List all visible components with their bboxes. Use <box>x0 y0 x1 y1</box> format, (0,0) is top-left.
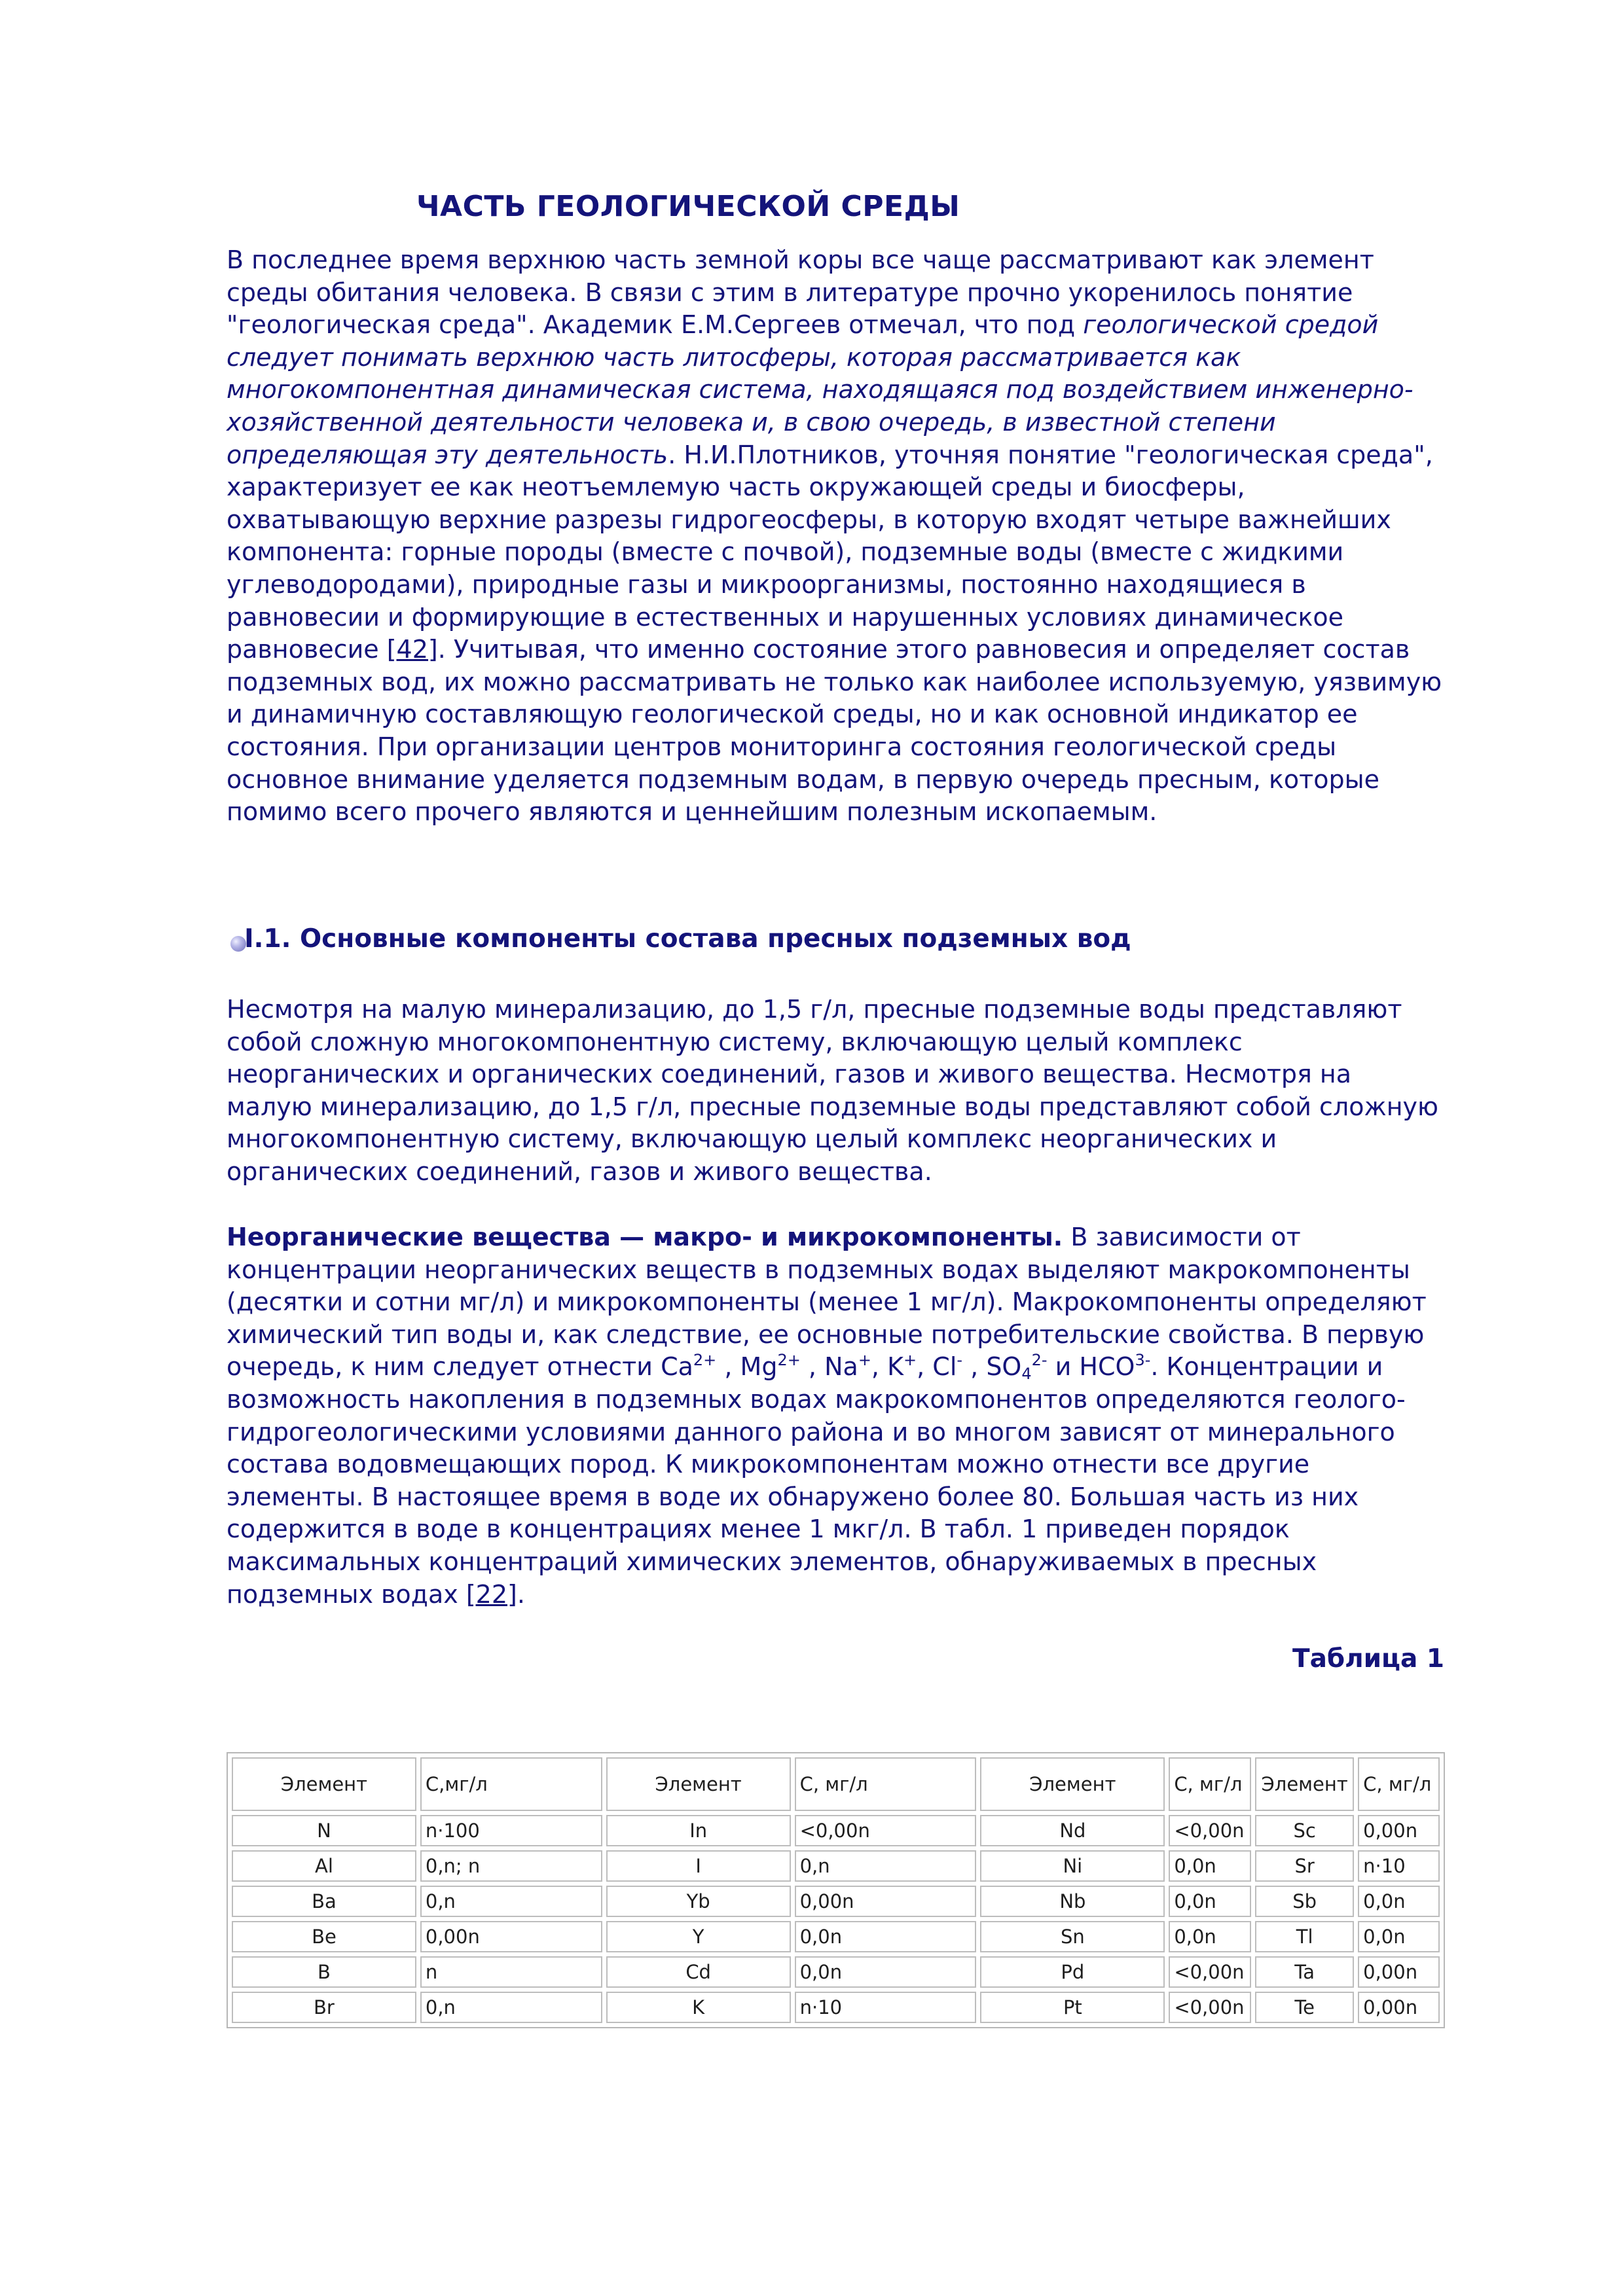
table-row <box>232 1921 1440 1952</box>
value-cell: 0,n <box>420 1992 602 2023</box>
element-cell: Nb <box>980 1886 1165 1917</box>
ion-ca: $Ca^{2+}$ <box>661 1351 717 1382</box>
element-cell: Cd <box>606 1956 791 1988</box>
element-cell: Ni <box>980 1850 1165 1882</box>
intro-text-3: . Учитывая, что именно состояние этого равновесия и определяет состав подземных вод, их можно рассматривать не только как наиболее используемую, уязвимую и динамичную составляющую геологической среды, но и как основной индикатор ее состояния. При организации центров мониторинга состояния геологической среды основное внимание уделяется подземным водам, в первую очередь пресным, которые помимо всего прочего являются и ценнейшим полезным ископаемым. <box>227 635 1442 827</box>
inorganic-paragraph: Неорганические вещества — макро- и микрокомпоненты. В зависимости от концентрации неорганических веществ в подземных водах выделяют макрокомпоненты (десятки и сотни мг/л) и микрокомпоненты (менее 1 мг/л). Макрокомпоненты определяют химический тип воды и, как следствие, ее основные потребительские свойства. В первую очередь, к ним следует отнести $Ca^{2+}$ , $Mg^{2+}$ , Na+, K+, Cl- , $SO_4^{2-}$ и $HCO^{3-}$. Концентрации и возможность накопления в подземных водах макрокомпонентов определяются геолого-гидрогеологическими условиями данного района и во многом зависят от минерального состава водовмещающих пород. К микрокомпонентам можно отнести все другие элементы. В настоящее время в воде их обнаружено более 80. Большая часть из них содержится в воде в концентрациях менее 1 мкг/л. В табл. 1 приведен порядок максимальных концентраций химических элементов, обнаруживаемых в пресных подземных водах [22]. <box>227 1223 1427 1609</box>
element-cell: Pt <box>980 1992 1165 2023</box>
element-cell: Ba <box>232 1886 416 1917</box>
element-cell: Yb <box>606 1886 791 1917</box>
element-cell: In <box>606 1815 791 1846</box>
table-row <box>232 1850 1440 1882</box>
header-cell: Элемент <box>1255 1757 1354 1811</box>
inorganic-lead: Неорганические вещества — макро- и микрокомпоненты. <box>227 1223 1063 1251</box>
value-cell: <0,00n <box>1169 1956 1251 1988</box>
value-cell: 0,n <box>795 1850 977 1882</box>
reference-link-22[interactable]: [22] <box>465 1579 517 1609</box>
intro-paragraph <box>227 244 1444 829</box>
element-cell: Sc <box>1255 1815 1354 1846</box>
value-cell: 0,00n <box>795 1886 977 1917</box>
element-cell: K <box>606 1992 791 2023</box>
header-cell: Элемент <box>232 1757 416 1811</box>
table-header-row <box>232 1757 1440 1811</box>
element-cell: Y <box>606 1921 791 1952</box>
value-cell: <0,00n <box>1169 1815 1251 1846</box>
value-cell: 0,00n <box>420 1921 602 1952</box>
value-cell: 0,0n <box>795 1921 977 1952</box>
table-row <box>232 1815 1440 1846</box>
section-heading-text: I.1. Основные компоненты состава пресных подземных вод <box>244 924 1131 954</box>
inorganic-text-1: В зависимости от концентрации неорганических веществ в подземных водах выделяют макрокомпоненты (десятки и сотни мг/л) и микрокомпоненты (менее 1 мг/л). Макрокомпоненты определяют химический тип воды и, как следствие, ее основные потребительские свойства. В первую очередь, к ним следует отнести <box>227 1223 1427 1382</box>
elements-table <box>227 1752 1445 2028</box>
element-cell: B <box>232 1956 416 1988</box>
value-cell: 0,0n <box>1169 1886 1251 1917</box>
table-row <box>232 1886 1440 1917</box>
value-cell: 0,0n <box>795 1956 977 1988</box>
element-cell: Sn <box>980 1921 1165 1952</box>
value-cell: 0,00n <box>1358 1956 1440 1988</box>
element-cell: Pd <box>980 1956 1165 1988</box>
intro-text-2: . Н.И.Плотников, уточняя понятие "геологическая среда", характеризует ее как неотъемлемую часть окружающей среды и биосферы, охватывающую верхние разрезы гидрогеосферы, в которую входят четыре важнейших компонента: горные породы (вместе с почвой), подземные воды (вместе с жидкими углеводородами), природные газы и микроорганизмы, постоянно находящиеся в равновесии и формирующие в естественных и нарушенных условиях динамическое равновесие <box>227 440 1433 664</box>
section-paragraph: Несмотря на малую минерализацию, до 1,5 г/л, пресные подземные воды представляют собой сложную многокомпонентную систему, включающую целый комплекс неорганических и органических соединений, газов и живого вещества. Несмотря на малую минерализацию, до 1,5 г/л, пресные подземные воды представляют собой сложную многокомпонентную систему, включающую целый комплекс неорганических и органических соединений, газов и живого вещества. <box>227 995 1439 1186</box>
table-row <box>232 1956 1440 1988</box>
value-cell: n·10 <box>795 1992 977 2023</box>
ion-k: K+ <box>887 1351 917 1382</box>
element-cell: Al <box>232 1850 416 1882</box>
value-cell: n·10 <box>1358 1850 1440 1882</box>
value-cell: <0,00n <box>795 1815 977 1846</box>
header-cell: С, мг/л <box>795 1757 977 1811</box>
intro-text-1: В последнее время верхнюю часть земной коры все чаще рассматривают как элемент среды обитания человека. В связи с этим в литературе прочно укоренилось понятие "геологическая среда". Академик Е.М.Сергеев отмечал, что под <box>227 245 1374 340</box>
header-cell: С,мг/л <box>420 1757 602 1811</box>
element-cell: Nd <box>980 1815 1165 1846</box>
table-caption: Таблица 1 <box>1292 1644 1444 1674</box>
element-cell: Tl <box>1255 1921 1354 1952</box>
header-cell: С, мг/л <box>1358 1757 1440 1811</box>
header-cell: Элемент <box>980 1757 1165 1811</box>
value-cell: 0,n; n <box>420 1850 602 1882</box>
value-cell: <0,00n <box>1169 1992 1251 2023</box>
element-cell: Br <box>232 1992 416 2023</box>
element-cell: Sr <box>1255 1850 1354 1882</box>
value-cell: n <box>420 1956 602 1988</box>
value-cell: 0,n <box>420 1886 602 1917</box>
value-cell: 0,0n <box>1169 1850 1251 1882</box>
value-cell: 0,0n <box>1358 1921 1440 1952</box>
element-cell: I <box>606 1850 791 1882</box>
ion-mg: $Mg^{2+}$ <box>740 1351 801 1382</box>
reference-link-42[interactable]: [42] <box>386 635 438 664</box>
section-heading <box>227 924 1131 954</box>
ion-cl: Cl- <box>932 1351 963 1382</box>
ion-hco3: $HCO^{3-}$ <box>1079 1351 1151 1382</box>
inorganic-text-2: . Концентрации и возможность накопления в подземных водах макрокомпонентов определяются геолого-гидрогеологическими условиями данного района и во многом зависят от минерального состава водовмещающих пород. К микрокомпонентам можно отнести все другие элементы. В настоящее время в воде их обнаружено более 80. Большая часть из них содержится в воде в концентрациях менее 1 мкг/л. В табл. 1 приведен порядок максимальных концентраций химических элементов, обнаруживаемых в пресных подземных водах <box>227 1352 1406 1609</box>
value-cell: n·100 <box>420 1815 602 1846</box>
intro-definition-italic: геологической средой следует понимать верхнюю часть литосферы, которая рассматривается как многокомпонентная динамическая система, находящаяся под воздействием инженерно-хозяйственной деятельности человека и, в свою очередь, в известной степени определяющая эту деятельность <box>227 310 1413 469</box>
page-title: ЧАСТЬ ГЕОЛОГИЧЕСКОЙ СРЕДЫ <box>416 190 960 223</box>
element-cell: Ta <box>1255 1956 1354 1988</box>
header-cell: Элемент <box>606 1757 791 1811</box>
value-cell: 0,0n <box>1169 1921 1251 1952</box>
value-cell: 0,00n <box>1358 1992 1440 2023</box>
element-cell: Sb <box>1255 1886 1354 1917</box>
element-cell: Be <box>232 1921 416 1952</box>
ion-na: Na+ <box>824 1351 871 1382</box>
value-cell: 0,00n <box>1358 1815 1440 1846</box>
value-cell: 0,0n <box>1358 1886 1440 1917</box>
header-cell: С, мг/л <box>1169 1757 1251 1811</box>
element-cell: Te <box>1255 1992 1354 2023</box>
element-cell: N <box>232 1815 416 1846</box>
table-row <box>232 1992 1440 2023</box>
ion-so4: $SO_4^{2-}$ <box>986 1351 1048 1384</box>
